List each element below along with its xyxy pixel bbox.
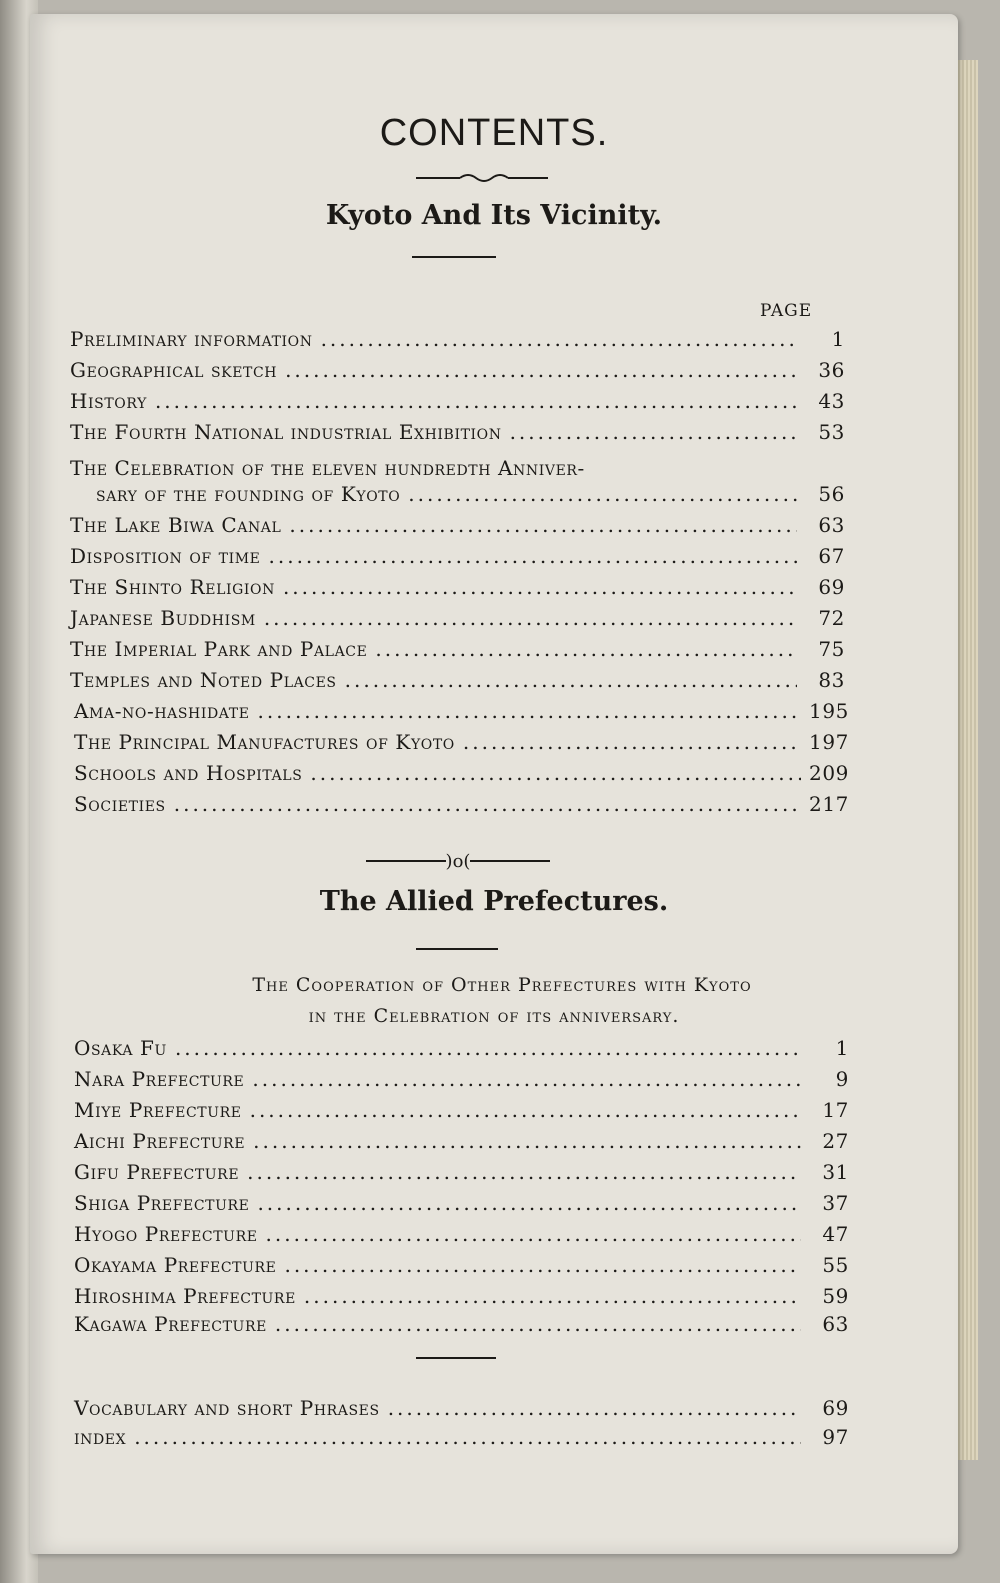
leader-dots [289,513,797,537]
leader-dots [266,1222,801,1246]
toc-entry [74,1396,849,1426]
page-edges [958,60,978,1460]
toc-entry-page: 75 [818,637,845,661]
leader-dots [258,699,801,723]
toc-entry-page: 27 [822,1129,849,1153]
section-intro-line-1: The Cooperation of Other Prefectures with Kyoto [252,974,752,996]
toc-entry-title-wrapped: The Celebration of the eleven hundredth Anniver- [70,456,585,480]
toc-entry-page: 1 [831,327,845,351]
divider-line [366,860,446,862]
leader-dots [257,1191,801,1215]
toc-entry-title: Disposition of time [70,544,261,568]
toc-entry-title: Miye Prefecture [74,1098,242,1122]
section-intro-line-2: in the Celebration of its anniversary. [308,1005,680,1027]
toc-entry-page: 83 [818,668,845,692]
toc-entry-title: Preliminary information [70,327,313,351]
section-rule [416,1357,496,1359]
toc-entry-title: Geographical sketch [70,358,278,382]
toc-entry-title: Schools and Hospitals [74,761,303,785]
toc-entry [70,575,845,605]
leader-dots [388,1396,801,1420]
toc-entry-page: 63 [818,513,845,537]
toc-entry [74,1425,849,1455]
section-heading-prefectures: The Allied Prefectures. [319,886,669,917]
toc-entry-title: History [70,389,147,413]
toc-entry-page: 47 [822,1222,849,1246]
toc-entry-page: 59 [822,1284,849,1308]
toc-entry [74,1284,849,1314]
toc-entry [96,482,845,512]
leader-dots [283,575,797,599]
toc-entry-title: Kagawa Prefecture [74,1312,267,1336]
toc-entry [70,544,845,574]
toc-entry-title: Hyogo Prefecture [74,1222,258,1246]
toc-entry-page: 55 [822,1253,849,1277]
leader-dots [175,1036,801,1060]
toc-entry-page: 69 [822,1396,849,1420]
toc-entry-title: Aichi Prefecture [74,1129,246,1153]
toc-entry [74,1036,849,1066]
leader-dots [269,544,798,568]
toc-entry-title: The Principal Manufactures of Kyoto [74,730,455,754]
toc-entry [74,1191,849,1221]
toc-entry-title: Hiroshima Prefecture [74,1284,296,1308]
toc-entry [74,761,849,791]
toc-entry-page: 1 [835,1036,849,1060]
toc-entry-title: Okayama Prefecture [74,1253,277,1277]
leader-dots [174,792,801,816]
toc-entry-page: 217 [809,792,849,816]
leader-dots [375,637,797,661]
section-divider [360,846,556,876]
toc-entry-title: Societies [74,792,166,816]
leader-dots [264,606,797,630]
toc-entry [70,389,845,419]
toc-entry [74,1253,849,1283]
heading-rule [416,948,498,950]
leader-dots [275,1312,801,1336]
leader-dots [345,668,797,692]
toc-entry-page: 53 [818,420,845,444]
leader-dots [310,761,801,785]
toc-entry-page: 9 [835,1067,849,1091]
book-page [30,14,958,1554]
toc-entry-page: 97 [822,1425,849,1449]
toc-entry [74,699,849,729]
toc-entry [74,1312,849,1342]
toc-entry [74,1067,849,1097]
toc-entry-title: Nara Prefecture [74,1067,245,1091]
toc-entry-page: 56 [818,482,845,506]
ornament-flourish-icon [416,170,548,186]
heading-rule [412,256,496,258]
toc-entry-title: Japanese Buddhism [70,606,256,630]
toc-entry [74,1222,849,1252]
toc-entry [74,1160,849,1190]
toc-entry-page: 67 [818,544,845,568]
toc-entry [74,792,849,822]
leader-dots [247,1160,801,1184]
section-heading-kyoto: Kyoto And Its Vicinity. [325,200,663,231]
toc-entry [70,637,845,667]
page-column-label: PAGE [760,301,813,321]
leader-dots [155,389,797,413]
leader-dots [250,1098,801,1122]
toc-entry [70,358,845,388]
toc-entry [70,420,845,450]
leader-dots [408,482,797,506]
leader-dots [463,730,801,754]
leader-dots [510,420,797,444]
leader-dots [284,1253,801,1277]
leader-dots [285,358,797,382]
toc-entry-title: Temples and Noted Places [70,668,337,692]
divider-line [470,860,550,862]
toc-entry [70,327,845,357]
page-title: CONTENTS. [379,112,609,154]
toc-entry-page: 31 [822,1160,849,1184]
toc-entry-page: 63 [822,1312,849,1336]
toc-entry-title: Vocabulary and short Phrases [74,1396,380,1420]
toc-entry-title: sary of the founding of Kyoto [96,482,401,506]
leader-dots [321,327,797,351]
toc-entry-page: 195 [809,699,849,723]
leader-dots [253,1129,801,1153]
toc-entry [74,1129,849,1159]
toc-entry-title: Shiga Prefecture [74,1191,250,1215]
toc-entry-title: Osaka Fu [74,1036,167,1060]
toc-entry-page: 17 [822,1098,849,1122]
leader-dots [304,1284,801,1308]
toc-entry-page: 36 [818,358,845,382]
toc-entry-title: The Shinto Religion [70,575,275,599]
toc-entry-title: index [74,1425,127,1449]
toc-entry [70,606,845,636]
divider-ornament: )o( [445,850,471,872]
toc-entry-page: 197 [809,730,849,754]
toc-entry [74,730,849,760]
toc-entry-title: Ama-no-hashidate [74,699,250,723]
toc-entry [74,1098,849,1128]
toc-entry-page: 69 [818,575,845,599]
toc-entry-title: The Lake Biwa Canal [70,513,282,537]
toc-entry [70,513,845,543]
toc-entry-page: 43 [818,389,845,413]
toc-entry-title: The Imperial Park and Palace [70,637,368,661]
toc-entry-page: 72 [818,606,845,630]
toc-entry-title: The Fourth National industrial Exhibition [70,420,502,444]
toc-entry-title: Gifu Prefecture [74,1160,240,1184]
toc-entry-page: 209 [809,761,849,785]
toc-entry [70,668,845,698]
leader-dots [252,1067,801,1091]
toc-entry-page: 37 [822,1191,849,1215]
leader-dots [134,1425,801,1449]
